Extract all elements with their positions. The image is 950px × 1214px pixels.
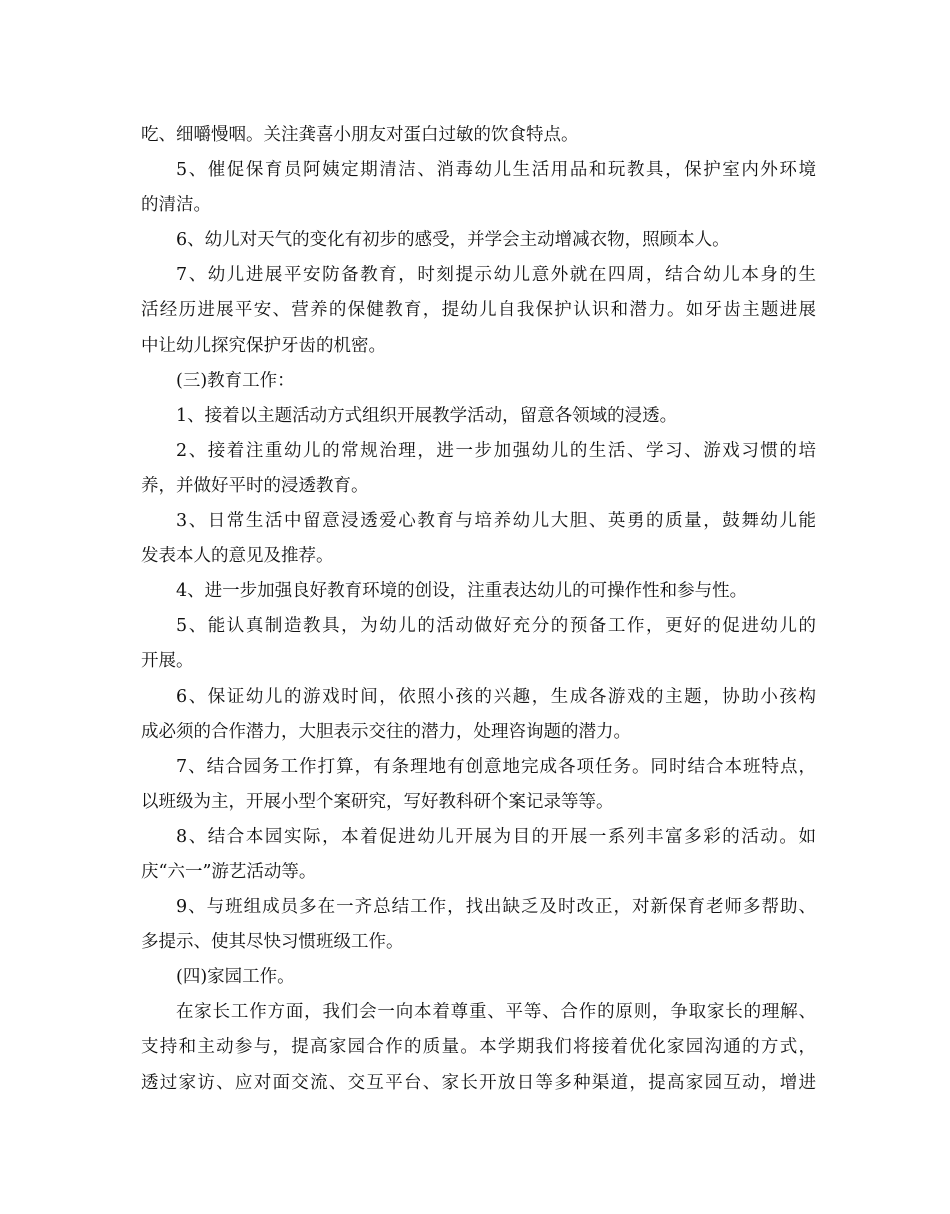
text-line: 3、日常生活中留意浸透爱心教育与培养幼儿大胆、英勇的质量，鼓舞幼儿能 (176, 511, 816, 532)
document-body (141, 118, 816, 1101)
text-line: 2、接着注重幼儿的常规治理，进一步加强幼儿的生活、学习、游戏习惯的培 (176, 440, 816, 461)
text-line: 多提示、使其尽快习惯班级工作。 (141, 932, 404, 953)
text-line: 6、幼儿对天气的变化有初步的感受，并学会主动增减衣物，照顾本人。 (176, 230, 730, 251)
text-line: 吃、细嚼慢咽。关注龚喜小朋友对蛋白过敏的饮食特点。 (141, 125, 579, 145)
text-line: 1、接着以主题活动方式组织开展教学活动，留意各领域的浸透。 (176, 405, 678, 426)
text-line: 6、保证幼儿的游戏时间，依照小孩的兴趣，生成各游戏的主题，协助小孩构 (176, 686, 816, 707)
text-line: 支持和主动参与，提高家园合作的质量。本学期我们将接着优化家园沟通的方式， (141, 1037, 816, 1058)
text-line: 5、催促保育员阿姨定期清洁、消毒幼儿生活用品和玩教具，保护室内外环境 (176, 160, 816, 181)
text-line: 5、能认真制造教具，为幼儿的活动做好充分的预备工作，更好的促进幼儿的 (176, 616, 816, 637)
text-line: 发表本人的意见及推荐。 (141, 546, 334, 567)
text-line: 7、幼儿进展平安防备教育，时刻提示幼儿意外就在四周，结合幼儿本身的生 (176, 265, 816, 286)
text-line: 的清洁。 (141, 195, 211, 216)
text-line: 成必须的合作潜力，大胆表示交往的潜力，处理咨询题的潜力。 (141, 721, 631, 742)
text-line: 在家长工作方面，我们会一向本着尊重、平等、合作的原则，争取家长的理解、 (176, 1002, 816, 1023)
text-line: 中让幼儿探究保护牙齿的机密。 (141, 335, 386, 356)
text-line: 4、进一步加强良好教育环境的创设，注重表达幼儿的可操作性和参与性。 (176, 581, 748, 602)
text-line: 养，并做好平时的浸透教育。 (141, 475, 369, 496)
text-line: 7、结合园务工作打算，有条理地有创意地完成各项任务。同时结合本班特点， (176, 756, 816, 777)
text-line: 9、与班组成员多在一齐总结工作，找出缺乏及时改正，对新保育老师多帮助、 (176, 897, 816, 918)
text-line: 开展。 (141, 651, 194, 672)
text-line: 活经历进展平安、营养的保健教育，提幼儿自我保护认识和潜力。如牙齿主题进展 (141, 300, 816, 321)
text-line: (四)家园工作。 (176, 967, 295, 988)
text-line: 8、结合本园实际，本着促进幼儿开展为目的开展一系列丰富多彩的活动。如 (176, 826, 816, 847)
text-line: 以班级为主，开展小型个案研究，写好教科研个案记录等等。 (141, 791, 614, 812)
text-line: 庆“六一”游艺活动等。 (141, 861, 317, 882)
text-line: (三)教育工作： (176, 370, 295, 391)
text-line: 透过家访、应对面交流、交互平台、家长开放日等多种渠道，提高家园互动，增进 (141, 1072, 816, 1093)
